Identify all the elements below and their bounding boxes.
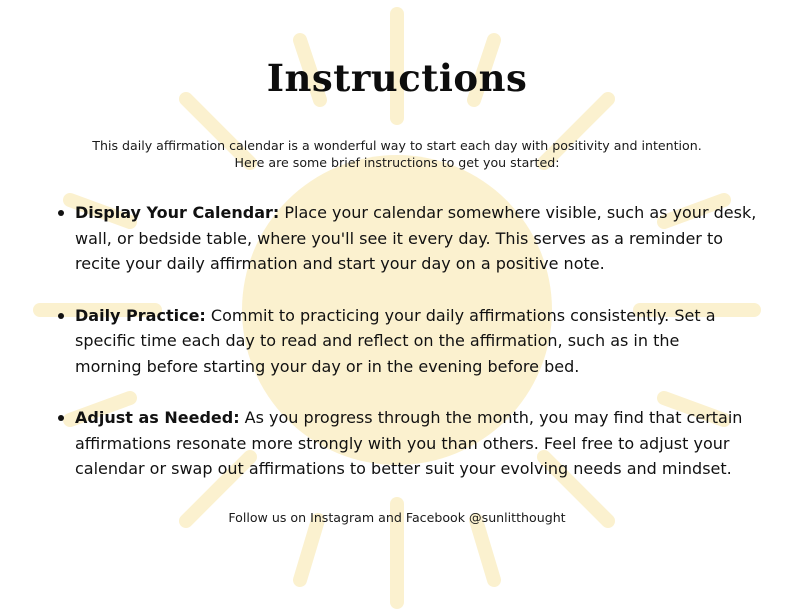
page-title: Instructions: [266, 56, 528, 100]
item-label: Display Your Calendar:: [75, 203, 280, 222]
item-line: [75, 303, 762, 329]
item-line: specific time each day to read and reflect on the affirmation, such as in the: [75, 331, 680, 350]
item-line: recite your daily affirmation and start your day on a positive note.: [75, 254, 605, 273]
social-footer: Follow us on Instagram and Facebook @sunlitthought: [228, 510, 566, 525]
list-item: [52, 200, 762, 277]
item-label: Daily Practice:: [75, 305, 206, 325]
item-line: [75, 405, 762, 431]
item-text: Place your calendar somewhere visible, such as your desk,: [279, 203, 757, 222]
item-line: [75, 200, 762, 226]
item-text: Commit to practicing your daily affirmations consistently. Set a: [205, 305, 716, 325]
item-line: calendar or swap out affirmations to better suit your evolving needs and mindset.: [75, 459, 732, 478]
bullet-icon: [58, 210, 64, 216]
item-line: wall, or bedside table, where you'll see it every day. This serves as a reminder to: [75, 228, 724, 248]
bullet-icon: [58, 415, 64, 421]
list-item: [52, 405, 762, 482]
item-line: morning before starting your day or in the evening before bed.: [75, 356, 580, 376]
bullet-icon: [58, 313, 64, 319]
instructions-list: [52, 200, 762, 508]
intro-text: [60, 137, 734, 171]
item-line: affirmations resonate more strongly with you than others. Feel free to adjust your: [75, 433, 730, 453]
list-item: [52, 303, 762, 380]
intro-line: Here are some brief instructions to get you started:: [234, 155, 560, 170]
item-label: Adjust as Needed:: [75, 408, 240, 427]
item-text: As you progress through the month, you may find that certain: [239, 408, 743, 427]
intro-line: This daily affirmation calendar is a wonderful way to start each day with positivity and intention.: [92, 138, 702, 153]
